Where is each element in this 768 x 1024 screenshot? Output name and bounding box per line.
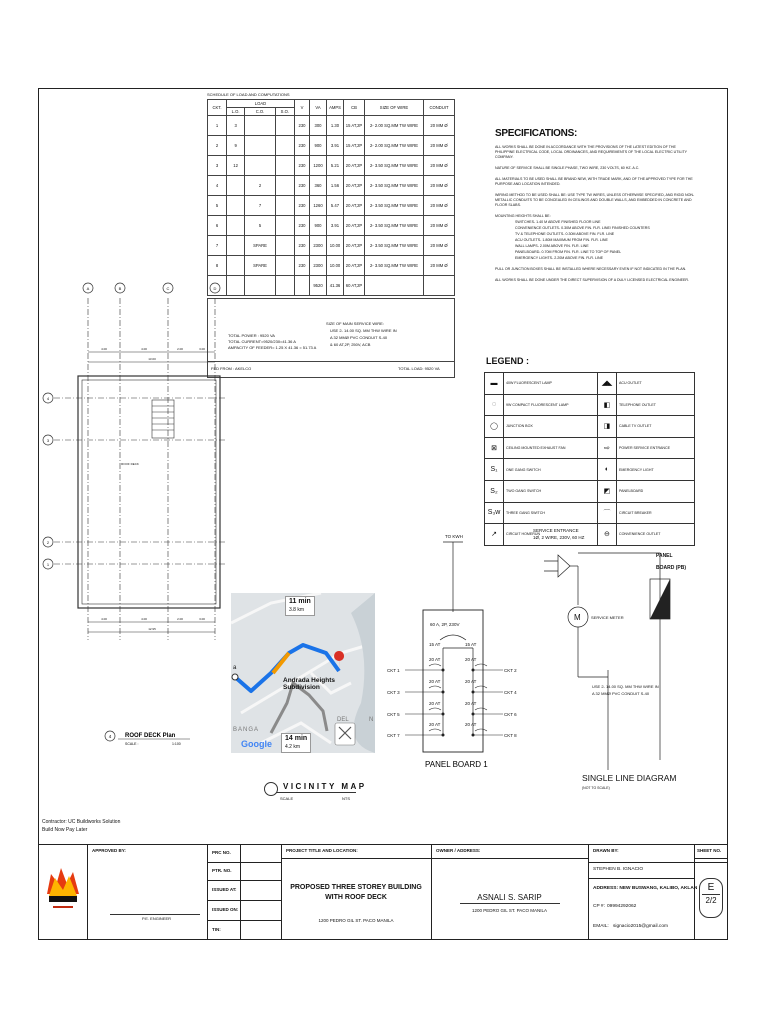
schedule-cell [245, 136, 275, 156]
schedule-cell: 3 [208, 156, 227, 176]
col-cb: CB [344, 100, 365, 116]
schedule-cell: 41.36 [327, 276, 344, 296]
tb-row-line [281, 858, 588, 859]
circuit-label: CKT 8 [504, 733, 517, 738]
breaker-label: 20 AT [429, 657, 441, 662]
schedule-cell: 12 [227, 156, 245, 176]
main-breaker-label: 60 A, 2P, 230V [430, 622, 460, 627]
schedule-cell: 60 AT,2P [344, 276, 365, 296]
dimension-label: 2.00 [177, 617, 183, 621]
spec-paragraph: WIRING METHOD TO BE USED SHALL BE: USE TYPE TW WIRES, UNLESS OTHERWISE SPECIFIED, AND RIGID NON-METALLIC CONDUITS TO BE CONCEALED IN CEILINGS AND DOUBLE WALLS, AND EMBEDDED IN CONCRETE AND FLOOR SLABS. [495, 193, 695, 207]
mounting-height: PANELBOARD- 0.70M FROM FIN. FLR. LINE TO TOP OF PANEL [515, 250, 622, 254]
legend-label: TWO GANG SWITCH [504, 480, 598, 502]
schedule-row [208, 156, 455, 176]
schedule-cell: 1260 [310, 196, 327, 216]
breaker-label: 20 AT [465, 722, 477, 727]
spec-paragraph: ALL MATERIALS TO BE USED SHALL BE BRAND NEW, WITH TRADE MARK, AND OF THE APPROVED TYPE FOR THE PURPOSE AND LOCATION INTENDED. [495, 177, 693, 186]
tb-row-line [207, 880, 281, 881]
schedule-cell: 2- 3.50 SQ.MM TW WIRE [365, 176, 424, 196]
mounting-height: EMERGENCY LIGHTS- 2.20M ABOVE FIN. FLR. LINE [515, 256, 604, 260]
schedule-cell: 20 MM Ø [424, 196, 455, 216]
cp-value: 09994292062 [607, 904, 637, 909]
wire-spec: A 32 MMØ PVC CONDUIT S-40 [592, 691, 650, 696]
col-lo: L.O. [227, 108, 245, 116]
legend-label: CIRCUIT BREAKER [616, 502, 694, 524]
breaker-label: 20 AT [465, 679, 477, 684]
circuit-breaker-icon: ⌒ [597, 502, 616, 524]
spec-paragraph: MOUNTING HEIGHTS SHALL BE: [495, 214, 551, 218]
issued-at-label: ISSUED AT: [212, 887, 237, 892]
spec-paragraph: ALL WORKS SHALL BE DONE UNDER THE DIRECT SUPERVISION OF A DULY LICENSED ELECTRICAL ENGINEER. [495, 278, 689, 282]
schedule-cell: 7 [208, 236, 227, 256]
dimension-label: 4.00 [101, 347, 107, 351]
mounting-height: SWITCHES- 1.40 M ABOVE FINISHED FLOOR LINE [515, 220, 601, 224]
panel-board-diagram [385, 530, 525, 775]
power-service-entrance-icon: ⇨ [597, 437, 616, 459]
tb-row-line [588, 862, 728, 863]
exhaust-fan-icon: ⊠ [485, 437, 504, 459]
to-kwh-label: TO KWH [445, 534, 463, 539]
email-label: EMAIL: [593, 924, 609, 929]
route-distance: 4.2 km [285, 744, 301, 750]
schedule-cell: 5 [245, 216, 275, 236]
sheet-badge [699, 878, 723, 918]
schedule-cell: 2- 3.50 SQ.MM TW WIRE [365, 156, 424, 176]
total-power: TOTAL POWER : 9520 VA [228, 333, 275, 338]
schedule-row [208, 176, 455, 196]
schedule-cell: 5.47 [327, 196, 344, 216]
schedule-cell: 15 AT,2P [344, 136, 365, 156]
schedule-cell: 20 AT,2P [344, 236, 365, 256]
schedule-cell: 230 [295, 156, 310, 176]
schedule-cell [275, 216, 294, 236]
schedule-cell [275, 236, 294, 256]
wire-spec: USE 2- 14.00 SQ. MM THW WIRE IN [592, 684, 659, 689]
schedule-cell [275, 196, 294, 216]
single-line-diagram [530, 525, 720, 795]
dimension-label: 2.00 [177, 347, 183, 351]
schedule-cell: 230 [295, 176, 310, 196]
issued-on-label: ISSUED ON: [212, 907, 239, 912]
legend-label: PANELBOARD [616, 480, 694, 502]
col-amps: AMPS [327, 100, 344, 116]
schedule-cell [365, 276, 424, 296]
schedule-cell: 900 [310, 216, 327, 236]
meter-symbol-icon: M [574, 613, 581, 622]
plan-scale: SCALE : [125, 742, 139, 746]
breaker-label: 15 AT [465, 642, 477, 647]
schedule-row [208, 196, 455, 216]
dimension-label: 3.00 [199, 617, 205, 621]
schedule-cell: 10.00 [327, 236, 344, 256]
schedule-cell: 2 [208, 136, 227, 156]
breaker-label: 20 AT [429, 701, 441, 706]
google-logo-icon: Google [241, 739, 272, 749]
schedule-cell: 230 [295, 116, 310, 136]
dimension-label: 13.00 [148, 357, 156, 361]
col-co: C.O. [245, 108, 275, 116]
roof-deck-plan [40, 280, 230, 750]
schedule-cell: SPARE [245, 256, 275, 276]
schedule-cell: 1.30 [327, 116, 344, 136]
schedule-cell: 15 AT,2P [344, 116, 365, 136]
legend-row [485, 437, 695, 459]
legend-row [485, 480, 695, 502]
ampacity: AMPACITY OF FEEDER= 1.25 X 41.36 = 51.73 A [228, 345, 317, 350]
schedule-cell: 2 [245, 176, 275, 196]
legend-label: ACU OUTLET [616, 373, 694, 395]
spec-paragraph: PULL OR JUNCTION BOXES SHALL BE INSTALLED WHERE NECESSARY EVEN IF NOT INDICATED IN THE PLAN. [495, 267, 687, 271]
schedule-cell [275, 276, 294, 296]
route-badge-primary [285, 596, 315, 616]
legend-title: LEGEND : [486, 356, 530, 366]
dimension-label: 4.00 [141, 347, 147, 351]
sheet-no-label: SHEET NO. [697, 848, 722, 853]
schedule-cell: SPARE [245, 236, 275, 256]
schedule-cell: 300 [310, 116, 327, 136]
vicinity-map [231, 593, 375, 753]
circuit-label: CKT 5 [387, 712, 400, 717]
schedule-cell: 3.91 [327, 216, 344, 236]
grid-bubble-label: 4 [46, 396, 50, 401]
schedule-cell: 2- 3.50 SQ.MM TW WIRE [365, 236, 424, 256]
grid-bubble-label: 2 [46, 540, 50, 545]
dimension-label: 4.00 [141, 617, 147, 621]
legend-row [485, 416, 695, 438]
project-location: 1200 PEDRO GIL ST. PACO MANILA [318, 918, 394, 923]
schedule-cell: 2300 [310, 256, 327, 276]
project-title-label: PROJECT TITLE AND LOCATION: [286, 848, 358, 853]
tin-label: TIN: [212, 927, 221, 932]
route-time: 14 min [285, 735, 308, 742]
vicinity-scale: SCALE [280, 796, 294, 801]
panel-board-title: PANEL BOARD 1 [425, 760, 488, 769]
total-current: TOTAL CURRENT=9520/230=41.36 A [228, 339, 296, 344]
prc-no-label: PRC NO. [212, 850, 231, 855]
schedule-summary [207, 298, 455, 378]
cp-label: CP #: [593, 904, 605, 909]
schedule-cell: 20 MM Ø [424, 236, 455, 256]
schedule-row [208, 136, 455, 156]
fluorescent-lamp-icon: ▬ [485, 373, 504, 395]
contractor-name: Contractor: UC Buildworks Solution [42, 819, 121, 825]
schedule-total-row [208, 276, 455, 296]
grid-bubble-label: 1 [46, 562, 50, 567]
north-arrow-icon [264, 782, 278, 796]
project-title: PROPOSED THREE STOREY BUILDING [290, 884, 422, 891]
three-way-switch-icon: S₃w [485, 502, 504, 524]
schedule-cell [275, 156, 294, 176]
mounting-height: WALL LAMPS- 2.00M ABOVE FIN. FLR. LINE [515, 244, 589, 248]
sheet-letter: E [707, 882, 715, 893]
map-fragment: N [369, 717, 374, 723]
legend-label: 9W COMPACT FLUORESCENT LAMP [504, 394, 598, 416]
service-entrance-label: SERVICE ENTRANCE [533, 528, 579, 533]
legend-label: CIRCUIT HOMERUN [504, 524, 598, 546]
service-wire-2: A 32 MMØ PVC CONDUIT S-40 [330, 335, 388, 340]
project-title: WITH ROOF DECK [325, 894, 387, 901]
map-fragment: a [233, 665, 237, 671]
owner-label: OWNER / ADDRESS: [436, 848, 481, 853]
schedule-cell: 20 AT,2P [344, 156, 365, 176]
legend-row [485, 394, 695, 416]
schedule-cell: 10.00 [327, 256, 344, 276]
schedule-cell: 3 [227, 116, 245, 136]
approved-by-label: APPROVED BY: [92, 848, 126, 853]
schedule-cell [227, 216, 245, 236]
legend-row [485, 459, 695, 481]
schedule-cell: 230 [295, 196, 310, 216]
col-load: LOAD [227, 100, 295, 108]
legend-label: CABLE TV OUTLET [616, 416, 694, 438]
ptr-no-label: PTR. NO. [212, 868, 232, 873]
plan-number: 4 [108, 734, 112, 739]
legend-label: TELEPHONE OUTLET [616, 394, 694, 416]
schedule-cell: 20 AT,2P [344, 176, 365, 196]
schedule-cell: 2- 2.00 SQ.MM TW WIRE [365, 136, 424, 156]
meter-label: SERVICE METER [591, 615, 624, 620]
tb-divider [207, 844, 208, 940]
junction-box-icon: ◯ [485, 416, 504, 438]
service-wire-3: & 60 AT,2P, 250V, ACB [330, 342, 371, 347]
dimension-label: 3.00 [199, 347, 205, 351]
signature-line [110, 914, 200, 915]
breaker-label: 20 AT [429, 722, 441, 727]
legend-row [485, 502, 695, 524]
schedule-cell: 3.91 [327, 136, 344, 156]
legend-label: EMERGENCY LIGHT [616, 459, 694, 481]
engineer-label: P.E. ENGINEER [142, 916, 172, 921]
panel-label: PANEL [656, 553, 673, 559]
circuit-homerun-icon: ↗ [485, 524, 504, 546]
schedule-cell: 20 MM Ø [424, 256, 455, 276]
schedule-cell: 2- 3.50 SQ.MM TW WIRE [365, 216, 424, 236]
tb-row-line [207, 862, 281, 863]
fed-from: FED FROM : AKELCO [211, 366, 252, 371]
panel-label: BOARD (PB) [656, 565, 686, 571]
schedule-cell [275, 116, 294, 136]
grid-bubble-label: A [86, 286, 90, 291]
owner-name: ASNALI S. SARIP [477, 893, 542, 902]
schedule-cell: 8 [208, 256, 227, 276]
convenience-outlet-icon: ⊖ [597, 524, 616, 546]
circuit-label: CKT 2 [504, 668, 517, 673]
cable-tv-outlet-icon: ◨ [597, 416, 616, 438]
col-ckt: CKT. [208, 100, 227, 116]
acu-outlet-icon: ◢◣ [597, 373, 616, 395]
legend-label: 40W FLUORESCENT LAMP [504, 373, 598, 395]
circuit-label: CKT 3 [387, 690, 400, 695]
schedule-cell [245, 156, 275, 176]
legend-label: CONVENIENCE OUTLET [616, 524, 694, 546]
schedule-cell: 5.21 [327, 156, 344, 176]
schedule-cell: 1 [208, 116, 227, 136]
tb-row-line [207, 900, 281, 901]
breaker-label: 15 AT [429, 642, 441, 647]
schedule-cell: 230 [295, 236, 310, 256]
schedule-cell: 6 [208, 216, 227, 236]
schedule-cell: 1.56 [327, 176, 344, 196]
tb-divider [87, 844, 88, 940]
map-place-label: Andrada Heights Subdivision [283, 677, 336, 691]
service-wire-title: SIZE OF MAIN SERVICE WIRE: [326, 321, 384, 326]
schedule-cell [295, 276, 310, 296]
schedule-row [208, 236, 455, 256]
col-so: S.O. [275, 108, 294, 116]
mounting-height: TV & TELEPHONE OUTLETS- 0.30M ABOVE FIN. FLR. LINE [515, 232, 615, 236]
schedule-cell: 20 AT,2P [344, 256, 365, 276]
schedule-cell: 2- 3.50 SQ.MM TW WIRE [365, 196, 424, 216]
col-conduit: CONDUIT [424, 100, 455, 116]
panelboard-icon: ◩ [597, 480, 616, 502]
grid-bubble-label: 3 [46, 438, 50, 443]
grid-bubble-label: D [213, 286, 217, 291]
schedule-cell [245, 116, 275, 136]
circuit-label: CKT 7 [387, 733, 400, 738]
schedule-cell [245, 276, 275, 296]
vicinity-title: VICINITY MAP [283, 782, 367, 791]
schedule-cell: 1200 [310, 156, 327, 176]
spec-paragraph: NATURE OF SERVICE SHALL BE SINGLE PHASE, TWO WIRE, 230 VOLTS, 60 HZ. A.C. [495, 166, 640, 170]
schedule-cell: 20 MM Ø [424, 216, 455, 236]
schedule-cell [424, 276, 455, 296]
dimension-label: 12.95 [148, 627, 156, 631]
company-logo-icon [43, 856, 83, 916]
tb-row-line [588, 878, 694, 879]
plan-title: ROOF DECK Plan [125, 733, 176, 739]
specifications [495, 128, 695, 283]
schedule-cell: 230 [295, 256, 310, 276]
service-spec: 1Ø, 2 WIRE, 230V, 60 HZ [533, 535, 585, 540]
map-fragment: DEL [337, 717, 349, 723]
two-gang-switch-icon: S₂ [485, 480, 504, 502]
schedule-cell: 9520 [310, 276, 327, 296]
legend-label: ONE GANG SWITCH [504, 459, 598, 481]
plan-scale-value: 1:100 [172, 742, 181, 746]
legend-label: THREE GANG SWITCH [504, 502, 598, 524]
single-line-title: SINGLE LINE DIAGRAM [582, 773, 677, 783]
circuit-label: CKT 4 [504, 690, 517, 695]
drawer-address: ADDRESS: NEW BUSWANG, KALIBO, AKLAN [593, 886, 698, 891]
legend-label: JUNCTION BOX [504, 416, 598, 438]
col-wire: SIZE OF WIRE [365, 100, 424, 116]
compact-lamp-icon: ◌ [485, 394, 504, 416]
schedule-cell: 360 [310, 176, 327, 196]
col-va: VA [310, 100, 327, 116]
owner-address: 1200 PEDRO GIL ST. PACO MANILA [471, 908, 548, 913]
drawer-name: STEPHEN B. IGNACIO [593, 867, 644, 872]
owner-underline [460, 903, 560, 904]
breaker-label: 20 AT [465, 657, 477, 662]
circuit-label: CKT 6 [504, 712, 517, 717]
schedule-cell: 2300 [310, 236, 327, 256]
emergency-light-icon: ◐ [597, 459, 616, 481]
legend-label: POWER SERVICE ENTRANCE [616, 437, 694, 459]
col-v: V [295, 100, 310, 116]
legend-row [485, 373, 695, 395]
plan-room-label: ROOF DECK [121, 462, 139, 466]
schedule-cell: 20 AT,2P [344, 216, 365, 236]
vicinity-nts: NTS [342, 796, 350, 801]
legend-label: CEILING MOUNTED EXHAUST FAN [504, 437, 598, 459]
schedule-cell: 900 [310, 136, 327, 156]
schedule-cell: 20 MM Ø [424, 116, 455, 136]
schedule-cell [227, 236, 245, 256]
spec-paragraph: ALL WORKS SHALL BE DONE IN ACCORDANCE WITH THE PROVISIONS OF THE LATEST EDITION OF THE PHILIPPINE ELECTRICAL CODE, LOCAL ORDINANCES, AND REQUIREMENTS OF THE LOCAL ELECTRIC UTILITY COMPANY. [495, 145, 687, 159]
email-value: signacio2015@gmail.com [613, 924, 668, 929]
mounting-height: CONVENIENCE OUTLETS- 0.30M ABOVE FIN. FLR. LINE/ FINISHED COUNTERS [515, 226, 650, 230]
schedule-cell: 230 [295, 136, 310, 156]
drawn-by-label: DRAWN BY: [593, 848, 619, 853]
breaker-label: 20 AT [465, 701, 477, 706]
map-fragment: BANGA [233, 727, 260, 733]
schedule-row [208, 216, 455, 236]
tb-row-line [207, 920, 281, 921]
schedule-cell [227, 196, 245, 216]
schedule-cell: 20 AT,2P [344, 196, 365, 216]
total-load: TOTAL LOAD: 9520 VA [398, 366, 440, 371]
schedule-cell: 4 [208, 176, 227, 196]
dimension-label: 4.00 [101, 617, 107, 621]
schedule-title: SCHEDULE OF LOAD AND COMPUTATIONS [207, 92, 290, 97]
single-line-subtitle: (NOT TO SCALE) [582, 786, 610, 790]
telephone-outlet-icon: ◧ [597, 394, 616, 416]
legend-table [484, 372, 695, 546]
schedule-cell [275, 176, 294, 196]
route-time: 11 min [289, 598, 311, 605]
sheet-number: 2/2 [705, 896, 717, 905]
schedule-cell: 20 MM Ø [424, 136, 455, 156]
service-wire-1: USE 2- 14.00 SQ. MM THW WIRE IN [330, 328, 397, 333]
schedule-cell [227, 176, 245, 196]
grid-bubble-label: B [118, 286, 122, 291]
schedule-cell [275, 256, 294, 276]
schedule-row [208, 256, 455, 276]
schedule-row [208, 116, 455, 136]
schedule-cell: 2- 2.00 SQ.MM TW WIRE [365, 116, 424, 136]
schedule-cell [227, 256, 245, 276]
schedule-cell: 20 MM Ø [424, 176, 455, 196]
tb-divider [588, 844, 589, 940]
schedule-cell: 2- 3.50 SQ.MM TW WIRE [365, 256, 424, 276]
schedule-cell: 230 [295, 216, 310, 236]
circuit-label: CKT 1 [387, 668, 400, 673]
breaker-label: 20 AT [429, 679, 441, 684]
mounting-height: ACU OUTLETS- 1.80M MAXIMUM FROM FIN. FLR. LINE [515, 238, 608, 242]
schedule-cell: 7 [245, 196, 275, 216]
schedule-cell: 9 [227, 136, 245, 156]
route-distance: 3.8 km [289, 607, 305, 613]
route-badge-alt [281, 733, 311, 753]
schedule-cell: 5 [208, 196, 227, 216]
schedule-table [207, 99, 455, 296]
summary-divider [208, 361, 454, 362]
tb-divider [240, 844, 241, 940]
one-gang-switch-icon: S₁ [485, 459, 504, 481]
schedule-cell [275, 136, 294, 156]
schedule-cell: 20 MM Ø [424, 156, 455, 176]
contractor-tagline: Build Now Pay Later [42, 827, 88, 833]
specifications-title: SPECIFICATIONS: [495, 128, 577, 139]
title-underline [276, 792, 356, 793]
tb-row-line [694, 858, 728, 859]
grid-bubble-label: C [166, 286, 170, 291]
